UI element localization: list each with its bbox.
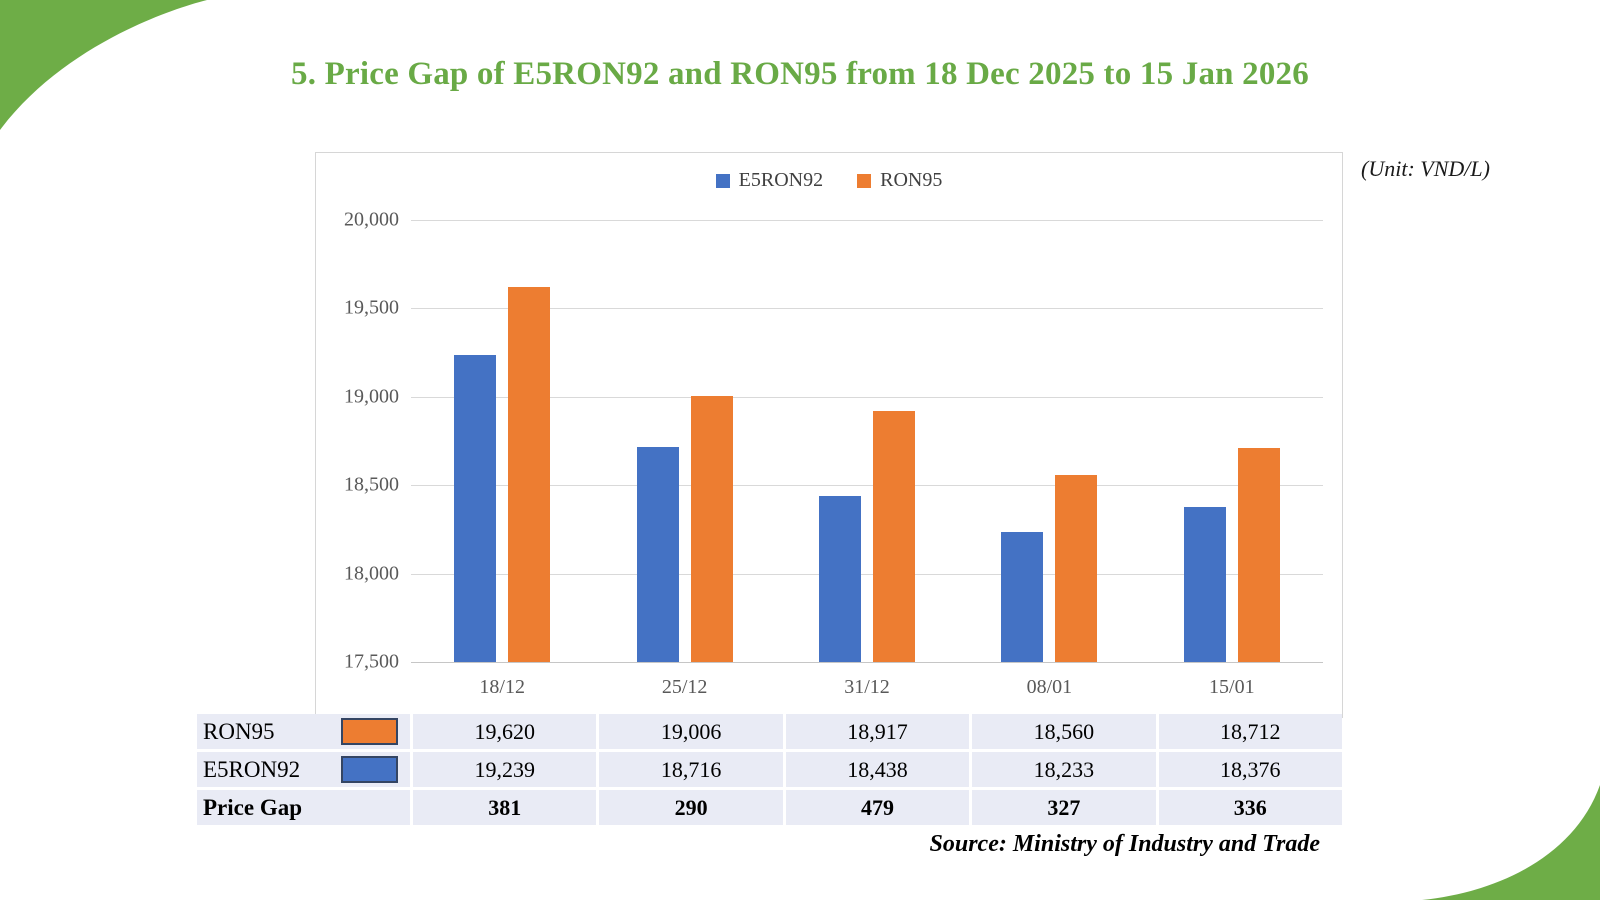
table-value-cell: 290 [599,790,782,825]
row-swatch-icon [341,718,398,745]
row-label-text: RON95 [203,718,275,744]
y-axis-tick-label: 17,500 [344,650,399,673]
bar-ron95-18-12 [508,287,550,662]
table-value-cell: 19,006 [599,714,782,749]
y-axis-tick-label: 19,500 [344,296,399,319]
legend-swatch-icon [716,174,730,188]
table-row-label-price-gap [197,790,410,825]
table-value-cell: 19,239 [413,752,596,787]
page-title: 5. Price Gap of E5RON92 and RON95 from 18 Dec 2025 to 15 Jan 2026 [291,56,1309,92]
row-swatch-icon [341,756,398,783]
bar-e5ron92-15-01 [1184,507,1226,662]
y-axis-tick-label: 18,500 [344,473,399,496]
table-value-cell: 381 [413,790,596,825]
bar-e5ron92-31-12 [819,496,861,662]
legend-label: E5RON92 [738,169,824,191]
table-value-cell: 479 [786,790,969,825]
y-axis-tick-label: 19,000 [344,385,399,408]
legend-item-e5ron92 [716,169,823,192]
legend-label: RON95 [880,169,943,191]
x-axis-tick-label: 31/12 [844,676,890,698]
corner-decoration-bottom-right [1400,770,1600,900]
table-value-cell: 327 [972,790,1155,825]
table-row-label-e5ron92 [197,752,410,787]
legend-item-ron95 [857,169,942,192]
gridline-17500 [411,662,1323,663]
table-value-cell: 18,712 [1159,714,1342,749]
corner-shape [1422,785,1600,900]
x-axis-tick-label: 08/01 [1026,676,1073,698]
table-value-cell: 18,438 [786,752,969,787]
gridline-20000 [411,220,1323,221]
x-axis-tick-label: 18/12 [479,676,525,698]
table-value-cell: 18,716 [599,752,782,787]
x-axis-tick-label: 25/12 [661,676,708,698]
bar-ron95-15-01 [1238,448,1280,662]
bar-e5ron92-25-12 [637,447,679,662]
bar-e5ron92-18-12 [454,355,496,662]
bar-ron95-08-01 [1055,475,1097,662]
y-axis-tick-label: 18,000 [344,562,399,585]
y-axis-tick-label: 20,000 [344,208,399,231]
bar-ron95-31-12 [873,411,915,662]
table-value-cell: 336 [1159,790,1342,825]
table-value-cell: 19,620 [413,714,596,749]
price-table [197,714,1342,825]
table-row-label-ron95 [197,714,410,749]
bar-ron95-25-12 [691,396,733,662]
corner-decoration-top-left [0,0,240,200]
table-value-cell: 18,376 [1159,752,1342,787]
unit-label: (Unit: VND/L) [1361,156,1490,181]
source-caption: Source: Ministry of Industry and Trade [929,831,1320,857]
legend-swatch-icon [857,174,871,188]
row-label-text: E5RON92 [203,756,301,782]
chart-legend [316,169,1342,192]
table-value-cell: 18,917 [786,714,969,749]
row-label-text: Price Gap [203,794,302,820]
bar-e5ron92-08-01 [1001,532,1043,662]
table-value-cell: 18,233 [972,752,1155,787]
bar-chart [315,152,1343,718]
x-axis-tick-label: 15/01 [1209,676,1255,698]
table-value-cell: 18,560 [972,714,1155,749]
